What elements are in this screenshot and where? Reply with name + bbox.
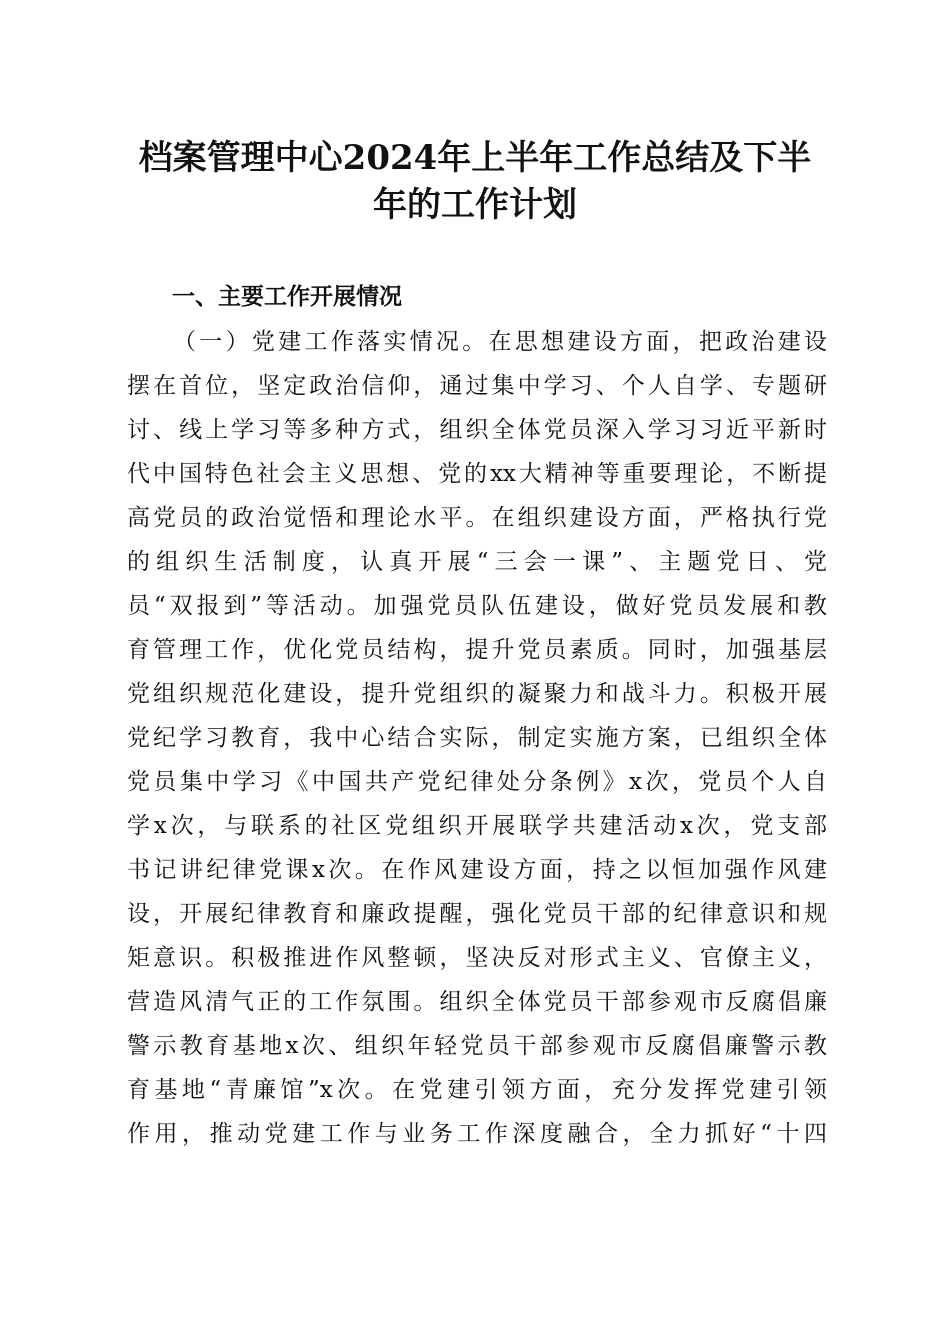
paragraph-line: 警示教育基地x次、组织年轻党员干部参观市反腐倡廉警示教 <box>127 1033 827 1059</box>
paragraph-line: 书记讲纪律党课x次。在作风建设方面，持之以恒加强作风建 <box>127 857 827 883</box>
paragraph-line: 营造风清气正的工作氛围。组织全体党员干部参观市反腐倡廉 <box>127 989 827 1015</box>
title-line: 年的工作计划 <box>373 185 577 225</box>
paragraph-line: 讨、线上学习等多种方式，组织全体党员深入学习习近平新时 <box>127 417 827 443</box>
paragraph-line: （一）党建工作落实情况。在思想建设方面，把政治建设 <box>173 329 827 355</box>
paragraph-line: 育基地“青廉馆”x次。在党建引领方面，充分发挥党建引领 <box>127 1077 827 1103</box>
body-paragraph <box>127 324 827 1160</box>
paragraph-line: 的组织生活制度，认真开展“三会一课”、主题党日、党 <box>127 549 827 575</box>
paragraph-line: 高党员的政治觉悟和理论水平。在组织建设方面，严格执行党 <box>127 505 827 531</box>
paragraph-line: 设，开展纪律教育和廉政提醒，强化党员干部的纪律意识和规 <box>127 901 827 927</box>
paragraph-line: 学x次，与联系的社区党组织开展联学共建活动x次，党支部 <box>127 813 827 839</box>
paragraph-line: 员“双报到”等活动。加强党员队伍建设，做好党员发展和教 <box>127 593 827 619</box>
paragraph-line: 矩意识。积极推进作风整顿，坚决反对形式主义、官僚主义， <box>127 945 827 971</box>
title-line: 档案管理中心2024年上半年工作总结及下半 <box>138 138 812 178</box>
section-heading: 一、主要工作开展情况 <box>172 284 402 310</box>
document-title <box>110 135 840 229</box>
paragraph-line: 育管理工作，优化党员结构，提升党员素质。同时，加强基层 <box>127 637 827 663</box>
paragraph-line: 党纪学习教育，我中心结合实际，制定实施方案，已组织全体 <box>127 725 827 751</box>
paragraph-line: 党员集中学习《中国共产党纪律处分条例》x次，党员个人自 <box>127 769 827 795</box>
paragraph-line: 代中国特色社会主义思想、党的xx大精神等重要理论，不断提 <box>127 461 827 487</box>
paragraph-line: 摆在首位，坚定政治信仰，通过集中学习、个人自学、专题研 <box>127 373 827 399</box>
paragraph-line: 党组织规范化建设，提升党组织的凝聚力和战斗力。积极开展 <box>127 681 827 707</box>
paragraph-line: 作用，推动党建工作与业务工作深度融合，全力抓好“十四 <box>127 1121 827 1147</box>
